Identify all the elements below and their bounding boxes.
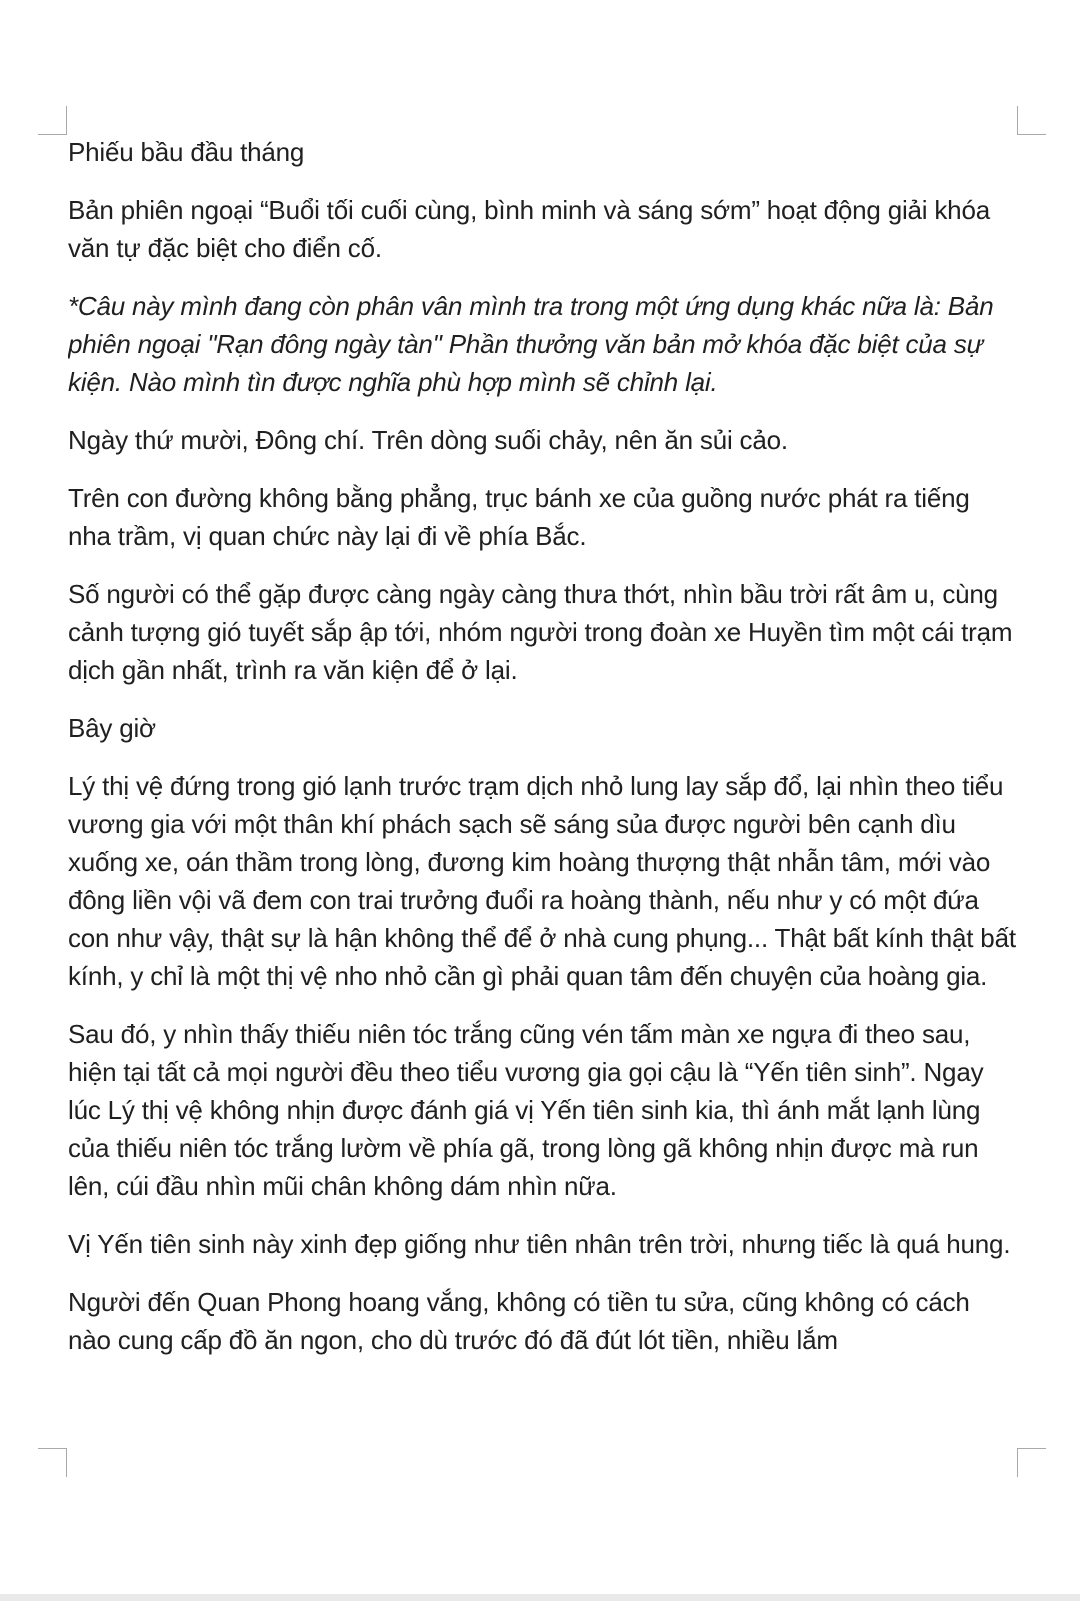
paragraph-7: Bây giờ xyxy=(68,713,156,743)
paragraph-2: Bản phiên ngoại “Buổi tối cuối cùng, bình minh và sáng sớm” hoạt động giải khóa văn tự đặc biệt cho điển cố. xyxy=(68,195,990,263)
paragraph-6: Số người có thể gặp được càng ngày càng thưa thớt, nhìn bầu trời rất âm u, cùng cảnh tượng gió tuyết sắp ập tới, nhóm người trong đoàn xe Huyền tìm một cái trạm dịch gần nhất, trình ra văn kiện để ở lại. xyxy=(68,579,1013,685)
paragraph-4: Ngày thứ mười, Đông chí. Trên dòng suối chảy, nên ăn sủi cảo. xyxy=(68,425,788,455)
document-body[interactable] xyxy=(68,133,1018,1433)
margin-corner-bottom-right xyxy=(1017,1448,1046,1477)
margin-corner-top-left xyxy=(38,106,67,135)
paragraph-8: Lý thị vệ đứng trong gió lạnh trước trạm dịch nhỏ lung lay sắp đổ, lại nhìn theo tiểu vương gia với một thân khí phách sạch sẽ sáng sủa được người bên cạnh dìu xuống xe, oán thầm trong lòng, đương kim hoàng thượng thật nhẫn tâm, mới vào đông liền vội vã đem con trai trưởng đuổi ra hoàng thành, nếu như y có một đứa con như vậy, thật sự là hận không thể để ở nhà cung phụng... Thật bất kính thật bất kính, y chỉ là một thị vệ nho nhỏ cần gì phải quan tâm đến chuyện của hoàng gia. xyxy=(68,771,1016,991)
paragraph-10: Vị Yến tiên sinh này xinh đẹp giống như tiên nhân trên trời, nhưng tiếc là quá hung. xyxy=(68,1229,1011,1259)
margin-corner-bottom-left xyxy=(38,1448,67,1477)
document-title: Phiếu bầu đầu tháng xyxy=(68,137,305,167)
paragraph-9: Sau đó, y nhìn thấy thiếu niên tóc trắng cũng vén tấm màn xe ngựa đi theo sau, hiện tại tất cả mọi người đều theo tiểu vương gia gọi cậu là “Yến tiên sinh”. Ngay lúc Lý thị vệ không nhịn được đánh giá vị Yến tiên sinh kia, thì ánh mắt lạnh lùng của thiếu niên tóc trắng lườm về phía gã, trong lòng gã không nhịn được mà run lên, cúi đầu nhìn mũi chân không dám nhìn nữa. xyxy=(68,1019,984,1201)
paragraph-11: Người đến Quan Phong hoang vắng, không có tiền tu sửa, cũng không có cách nào cung cấp đồ ăn ngon, cho dù trước đó đã đút lót tiền, nhiều lắm xyxy=(68,1287,970,1355)
paragraph-5: Trên con đường không bằng phẳng, trục bánh xe của guồng nước phát ra tiếng nha trầm, vị quan chức này lại đi về phía Bắc. xyxy=(68,483,970,551)
margin-corner-top-right xyxy=(1017,106,1046,135)
translator-note: *Câu này mình đang còn phân vân mình tra trong một ứng dụng khác nữa là: Bản phiên ngoại "Rạn đông ngày tàn" Phần thưởng văn bản mở khóa đặc biệt của sự kiện. Nào mình tìn được nghĩa phù hợp mình sẽ chỉnh lại. xyxy=(68,291,994,397)
